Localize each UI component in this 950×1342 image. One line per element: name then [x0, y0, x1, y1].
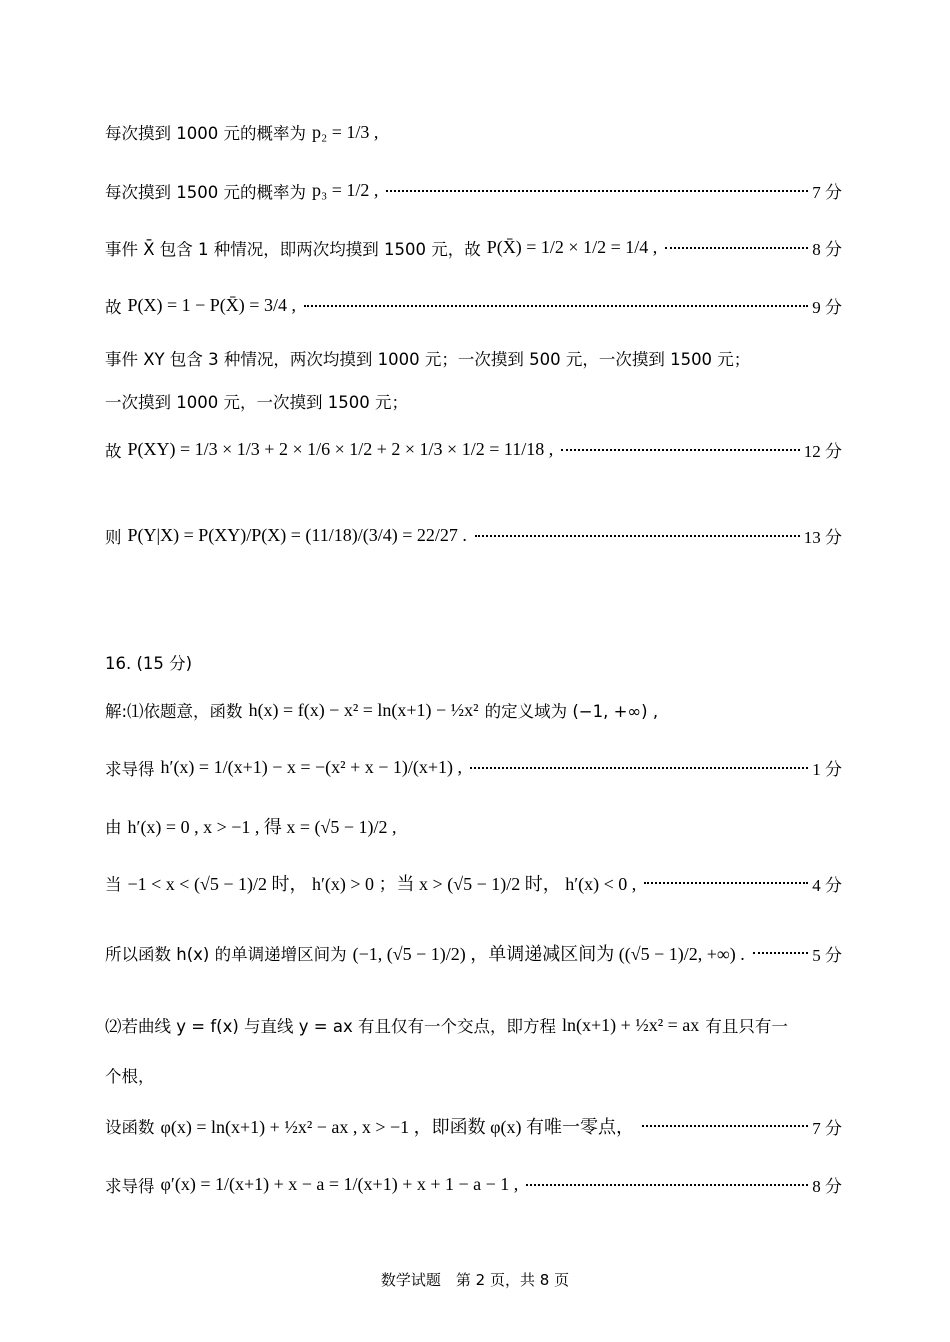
line-text: 则	[105, 527, 122, 547]
line-text: ⑵若曲线 y = f(x) 与直线 y = ax 有且仅有一个交点，即方程	[105, 1017, 556, 1036]
line-math: φ(x) = ln(x+1) + ½x² − ax , x > −1 ，即函数 φ(x) 有唯一零点，	[160, 1117, 635, 1137]
line-text: 故	[105, 441, 122, 461]
line-math: ln(x+1) + ½x² = ax	[561, 1014, 700, 1035]
page-footer: 数学试题 第 2 页，共 8 页	[380, 1271, 570, 1289]
line-math: φ′(x) = 1/(x+1) + x − a = 1/(x+1) + x + 1 − a − 1 ,	[160, 1174, 519, 1194]
dot-leader	[753, 952, 809, 954]
line-math: p₃ = 1/2 ,	[311, 180, 379, 200]
score: 7 分	[812, 1118, 842, 1138]
line-math: h′(x) = 1/(x+1) − x = −(x² + x − 1)/(x+1) ,	[160, 757, 462, 777]
line-11	[105, 813, 842, 839]
line-math: P(Y|X) = P(XY)/P(X) = (11/18)/(3/4) = 22/27 .	[127, 525, 467, 545]
line-text: 事件 XY 包含 3 种情况，两次均摸到 1000 元；一次摸到 500 元，一次摸到 1500 元；	[105, 350, 751, 369]
line-math: P(XY) = 1/3 × 1/3 + 2 × 1/6 × 1/2 + 2 × 1/3 × 1/2 = 11/18 ,	[127, 439, 554, 459]
line-text: 一次摸到 1000 元，一次摸到 1500 元；	[105, 393, 408, 412]
score: 1 分	[812, 760, 842, 779]
score: 8 分	[812, 240, 842, 259]
line-3	[105, 293, 842, 318]
line-text-2: 有且只有一	[705, 1017, 788, 1036]
line-10	[105, 755, 842, 780]
line-math: p₂ = 1/3 ,	[311, 121, 379, 142]
dot-leader	[561, 449, 800, 451]
line-15	[105, 1063, 842, 1087]
line-13	[105, 940, 842, 966]
line-text: 当	[105, 875, 122, 894]
line-12	[105, 870, 842, 896]
line-0	[105, 120, 842, 144]
line-text: 解:⑴依题意，函数	[105, 702, 243, 721]
score: 9 分	[812, 298, 842, 317]
dot-leader	[644, 882, 808, 884]
dot-leader	[642, 1125, 808, 1127]
line-5	[105, 389, 842, 413]
line-2	[105, 235, 842, 260]
line-14	[105, 1013, 842, 1037]
line-math: −1 < x < (√5 − 1)/2 时， h′(x) > 0 ；当 x > (√5 − 1)/2 时， h′(x) < 0 ,	[127, 874, 637, 894]
line-16	[105, 1113, 842, 1139]
line-text-2: 的定义域为 (−1, +∞) ,	[484, 702, 659, 721]
line-7	[105, 523, 842, 548]
line-math: P(X̄) = 1/2 × 1/2 = 1/4 ,	[486, 237, 658, 257]
dot-leader	[304, 305, 808, 307]
line-text: 求导得	[105, 759, 155, 779]
line-text: 每次摸到 1000 元的概率为	[105, 124, 306, 143]
line-text: 设函数	[105, 1118, 155, 1137]
line-8	[105, 650, 842, 674]
line-math: h(x) = f(x) − x² = ln(x+1) − ½x²	[248, 699, 479, 720]
line-6	[105, 437, 842, 462]
line-1	[105, 178, 842, 203]
dot-leader	[386, 190, 808, 192]
dot-leader	[526, 1184, 808, 1186]
line-9	[105, 698, 842, 722]
line-4	[105, 346, 842, 370]
line-text: 事件 X̄ 包含 1 种情况，即两次均摸到 1500 元，故	[105, 239, 481, 259]
line-math: P(X) = 1 − P(X̄) = 3/4 ,	[127, 295, 296, 315]
question-number: 16. (15 分)	[105, 654, 193, 673]
line-text: 每次摸到 1500 元的概率为	[105, 182, 306, 202]
line-text: 求导得	[105, 1176, 155, 1196]
line-text: 所以函数 h(x) 的单调递增区间为	[105, 945, 347, 964]
line-text: 个根，	[105, 1067, 155, 1086]
score: 12 分	[803, 442, 842, 461]
line-text: 故	[105, 297, 122, 317]
score: 7 分	[812, 183, 842, 202]
dot-leader	[470, 767, 808, 769]
score: 5 分	[812, 945, 842, 965]
dot-leader	[665, 247, 808, 249]
score: 4 分	[812, 875, 842, 895]
dot-leader	[475, 535, 800, 537]
line-17	[105, 1172, 842, 1197]
line-math: (−1, (√5 − 1)/2) ，单调递减区间为 ((√5 − 1)/2, +∞) .	[352, 944, 745, 964]
score: 13 分	[803, 528, 842, 547]
line-text: 由	[105, 818, 122, 837]
score: 8 分	[812, 1177, 842, 1196]
line-math: h′(x) = 0 , x > −1 , 得 x = (√5 − 1)/2 ,	[127, 817, 397, 837]
